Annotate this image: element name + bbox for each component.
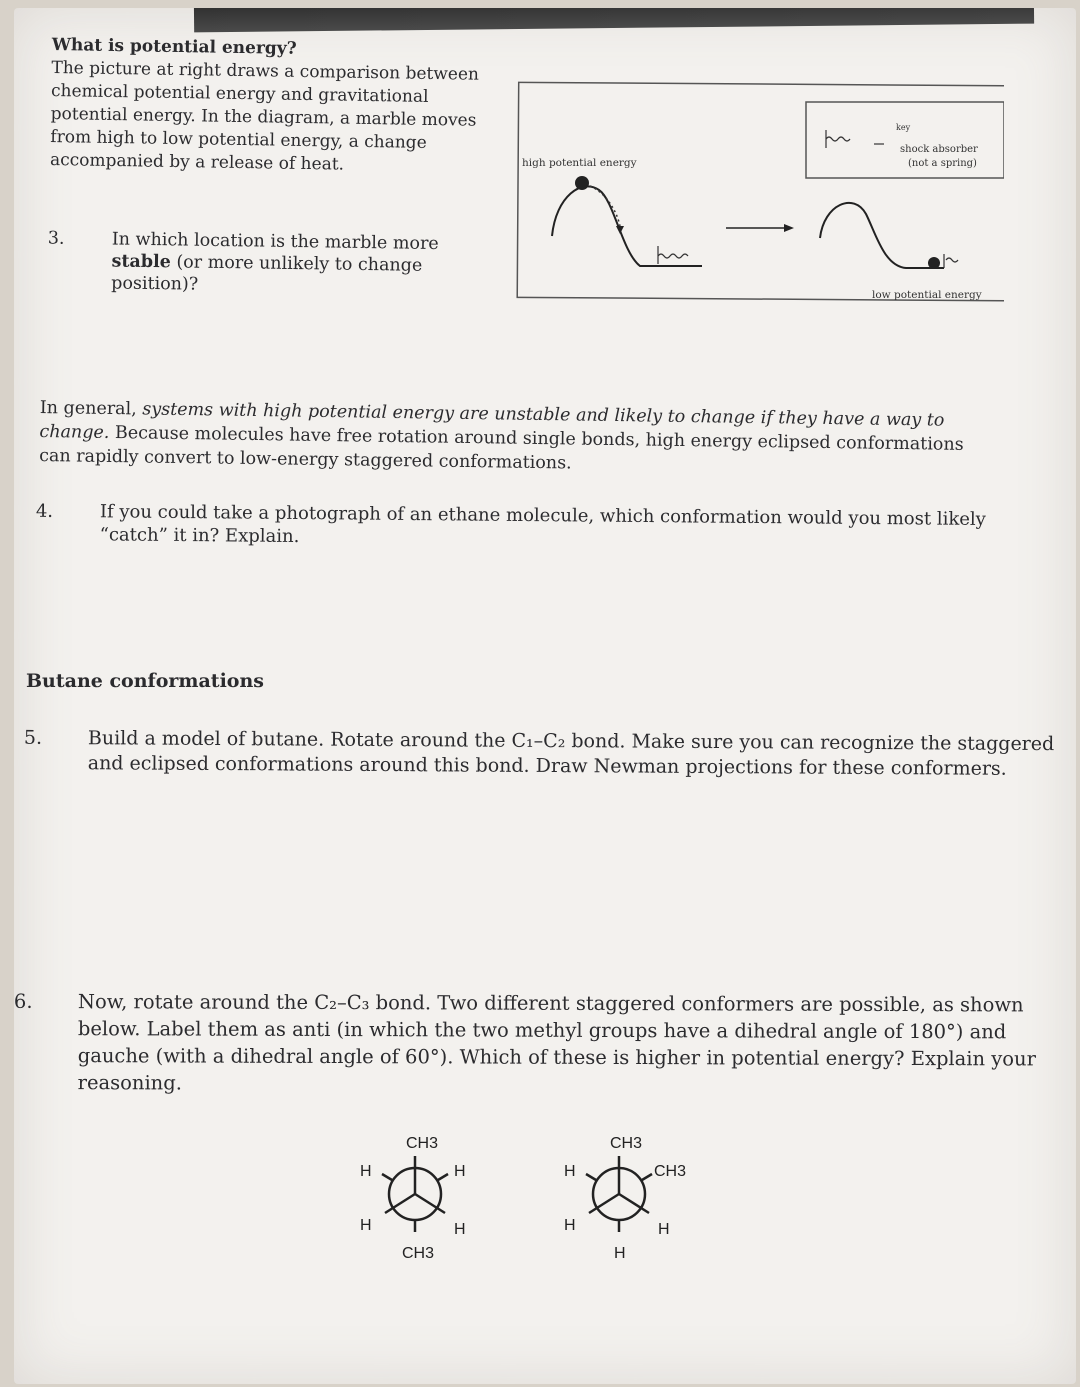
worksheet-page [14,8,1076,1384]
question-5-text: Build a model of butane. Rotate around the C₁–C₂ bond. Make sure you can recognize the staggered and eclipsed conformations around this bond. Draw Newman projections for these conformers. [87,727,1055,780]
intro-body: The picture at right draws a comparison between chemical potential energy and gravitational potential energy. In the diagram, a marble moves from high to low potential energy, a change accompanied by a release of heat. [49,57,480,175]
newman-1-top: CH3 [406,1135,439,1152]
low-energy-label: low potential energy [872,289,982,301]
newman-projection-anti [340,1118,490,1278]
general-seg-italic: systems with high potential energy are unstable and likely to change if they have a way to change. [39,399,945,443]
newman-1-upper-left: H [360,1163,372,1180]
general-paragraph [39,396,1000,481]
newman-2-upper-right: CH3 [654,1163,687,1180]
marble-low [928,257,940,269]
newman-2-bottom: H [614,1245,626,1262]
question-4-text: If you could take a photograph of an ethane molecule, which conformation would you most likely “catch” it in? Explain. [99,501,986,548]
general-seg-1: In general, [39,397,143,420]
shock-absorber-key-icon [826,130,884,148]
question-6-text: Now, rotate around the C₂–C₃ bond. Two different staggered conformers are possible, as shown below. Label them as anti (in which the two methyl groups have a dihedral angle of 180°) and gauche (with a dihedral angle of 60°). Which of these is higher in potential energy? Explain your reasoning. [77,990,1036,1095]
question-4 [35,500,1040,554]
key-line-2: (not a spring) [908,158,977,169]
question-5-number: 5. [23,726,43,749]
question-6-number: 6. [14,989,33,1013]
high-energy-track [552,186,702,266]
key-title: key [896,123,911,132]
newman-1-lower-right: H [454,1221,466,1238]
question-3-number: 3. [47,228,65,249]
potential-energy-diagram [504,76,1004,306]
low-energy-track [820,203,944,268]
general-seg-3: Because molecules have free rotation around single bonds, high energy eclipsed conformations can rapidly convert to low-energy staggered conformations. [39,422,964,474]
intro-heading: What is potential energy? [51,34,297,59]
key-line-1: shock absorber [900,144,978,155]
newman-2-lower-left: H [564,1217,576,1234]
newman-2-lower-right: H [658,1221,670,1238]
question-6 [14,988,1053,1100]
question-3-text-b: (or more unlikely to change position)? [111,252,423,295]
shock-absorber-icon-left [658,246,688,264]
question-5 [23,726,1063,782]
question-3-text-a: In which location is the marble more [111,229,439,255]
shock-absorber-icon-right [944,254,958,268]
intro-section [50,34,482,179]
transition-arrow-head [784,224,794,232]
newman-2-upper-left: H [564,1163,576,1180]
newman-1-lower-left: H [360,1217,372,1234]
question-4-number: 4. [35,500,54,522]
marble-high [575,176,589,190]
newman-projection-gauche [544,1118,694,1278]
top-edge-shadow [194,8,1034,32]
newman-2-top: CH3 [610,1135,643,1152]
marble-path-arrow [616,226,624,234]
question-3-bold: stable [111,251,171,273]
newman-1-upper-right: H [454,1163,466,1180]
newman-1-bottom: CH3 [402,1245,435,1262]
question-3 [47,228,502,300]
high-energy-label: high potential energy [522,157,637,169]
section-title: Butane conformations [26,670,264,692]
